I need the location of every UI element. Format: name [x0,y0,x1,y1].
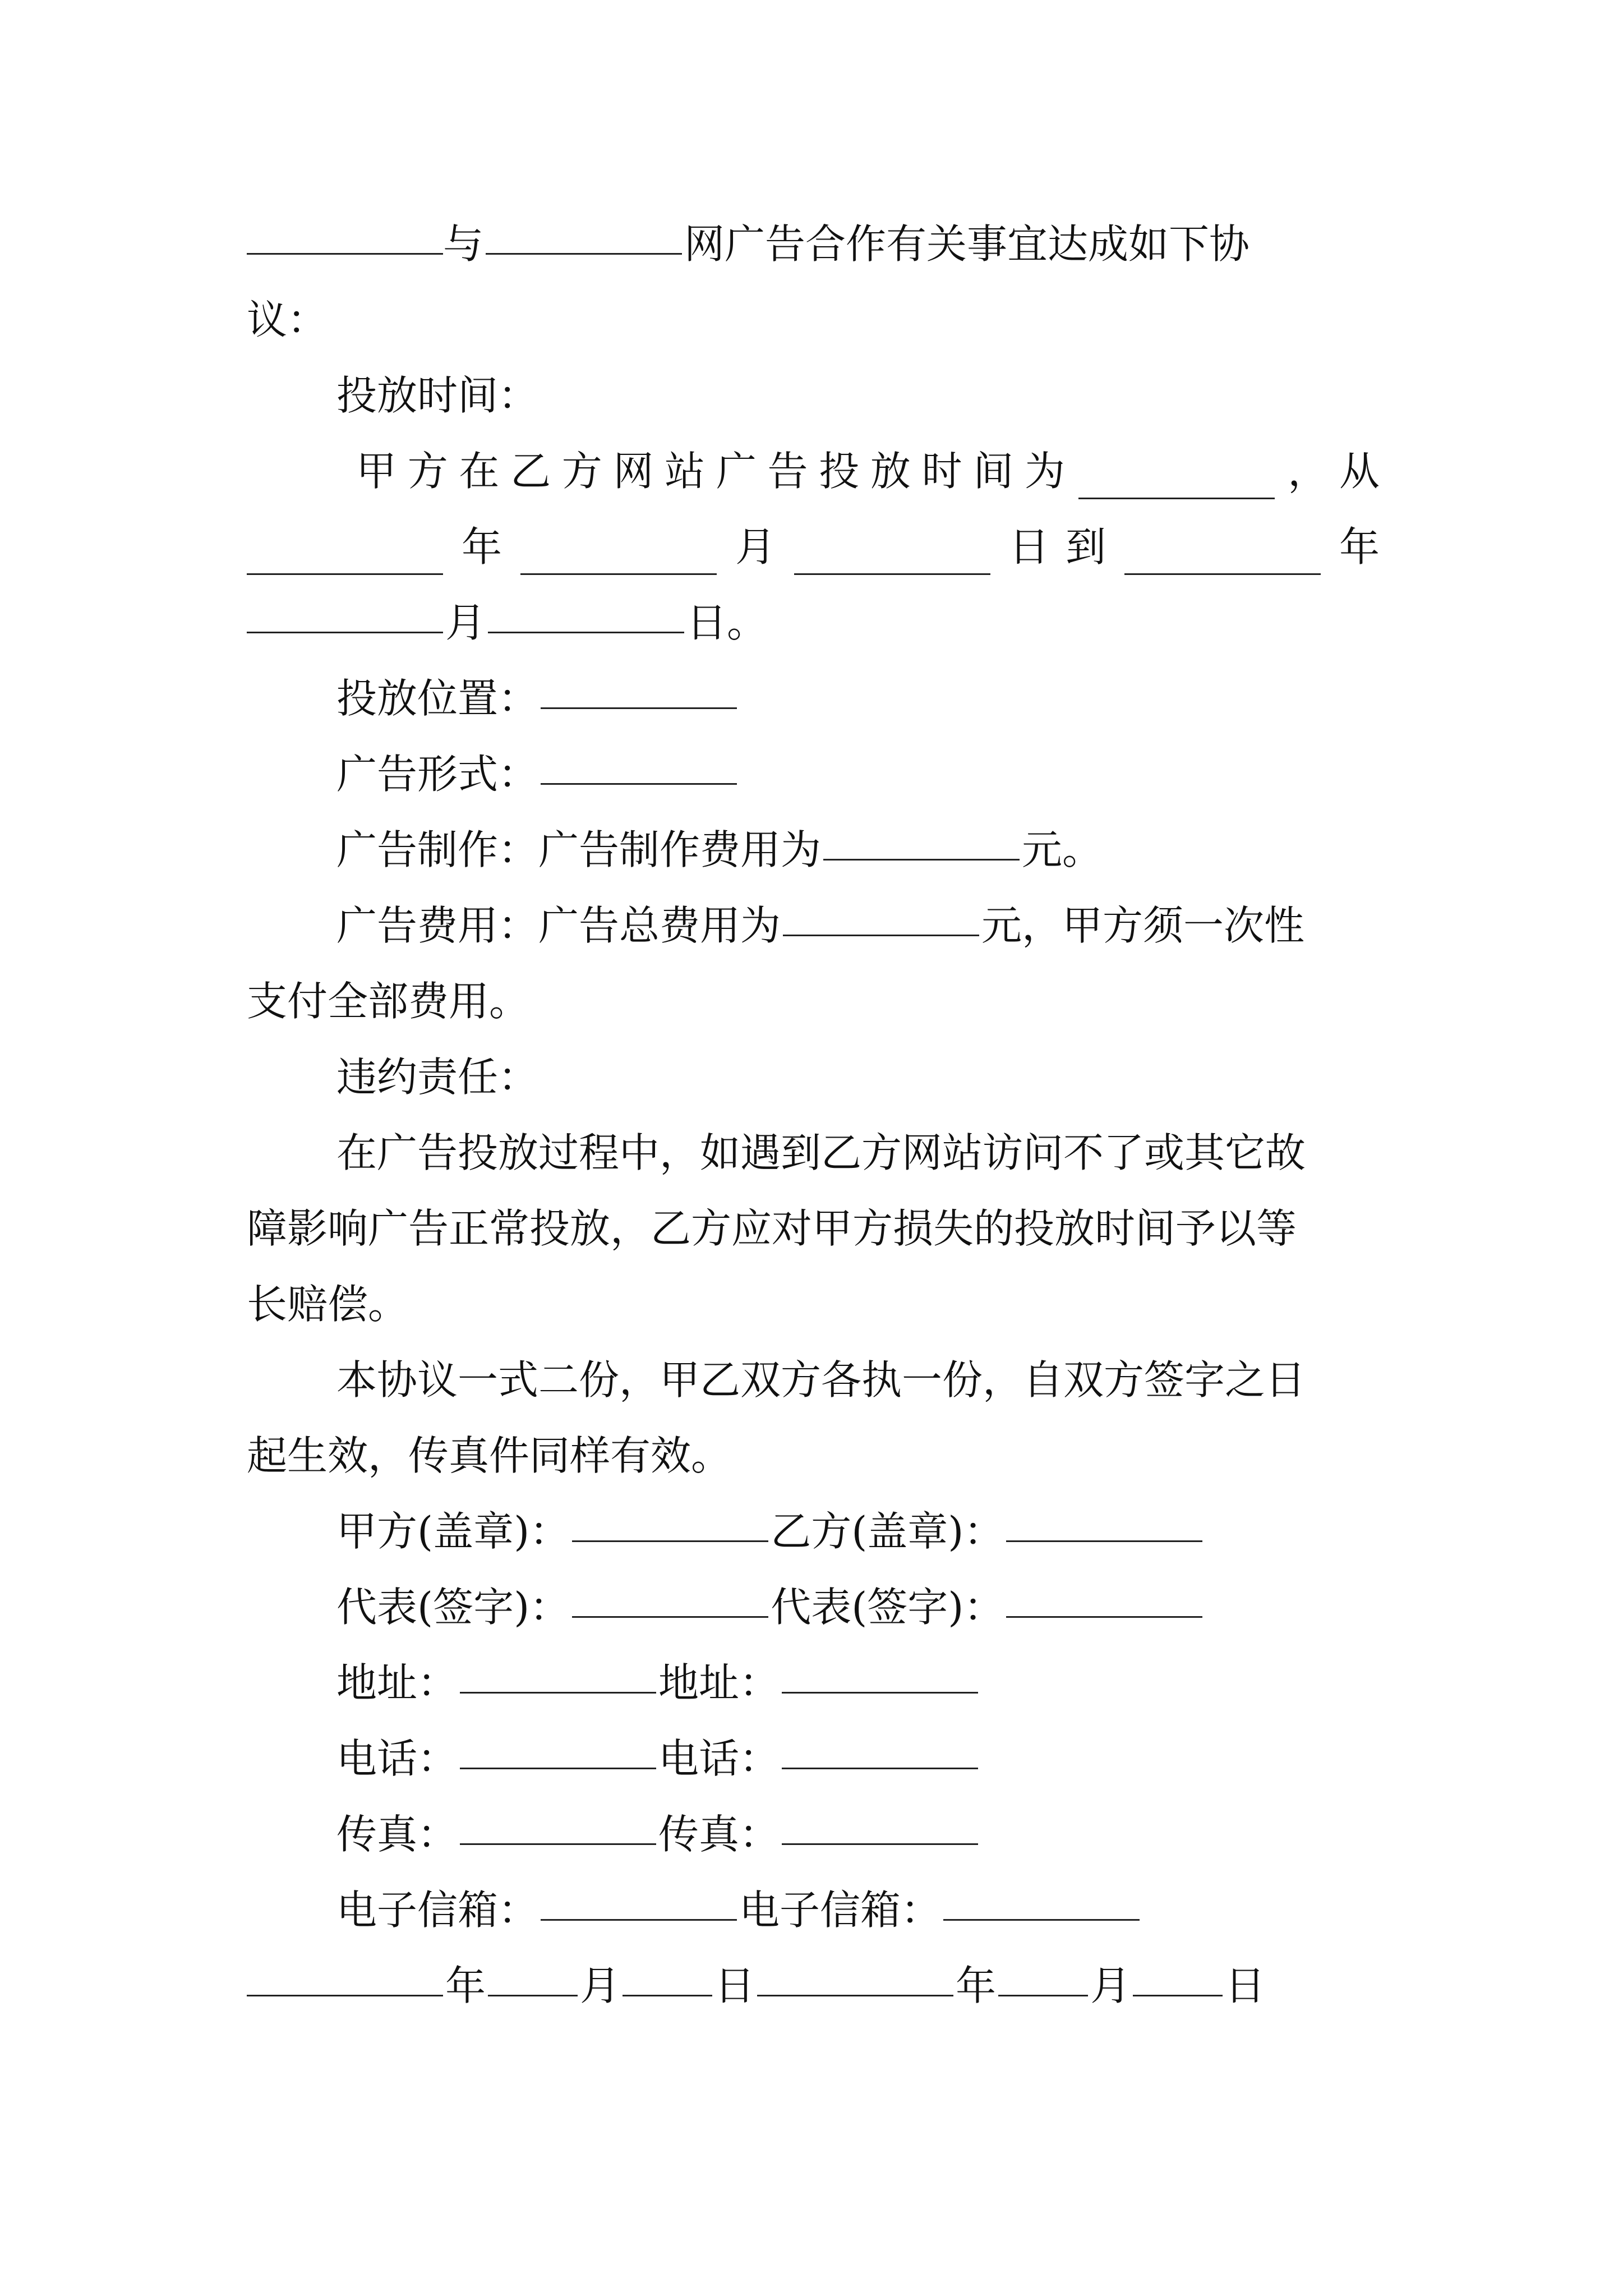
liability-paragraph-1: 在广告投放过程中，如遇到乙方网站访问不了或其它故 [336,1129,1306,1176]
text: 月 [580,1962,621,2009]
format-blank [541,782,737,785]
placement-position-line [247,670,1380,726]
liability-paragraph-2: 障影响广告正常投放，乙方应对甲方损失的投放时间予以等 [247,1205,1297,1252]
website-blank [486,252,682,255]
text: 年 [461,523,502,570]
text: 传真： [658,1811,780,1858]
section-heading-time: 投放时间： [336,372,539,419]
party-b-seal-blank [1006,1539,1202,1542]
ad-fee-line-cont: 支付全部费用。 [247,978,530,1025]
text: 网 [613,448,654,495]
text: 放 [870,448,911,495]
party-a-phone-blank [460,1766,656,1769]
representative-line [247,1579,1380,1635]
start-day-blank [794,572,990,575]
party-b-rep-blank [1006,1615,1202,1618]
text: 元，甲方须一次性 [981,902,1305,949]
text: 投放位置： [336,675,539,722]
end-year-blank [1124,572,1321,575]
text: 广告制作：广告制作费用为 [336,826,822,873]
text: 代表(签字)： [771,1584,1004,1631]
ad-production-line [247,822,1380,878]
party-b-month-blank [998,1994,1088,1996]
placement-time-line [247,443,1380,499]
text: 月 [735,523,776,570]
text: 到 [1065,523,1106,570]
party-b-address-blank [782,1691,978,1694]
start-month-blank [520,572,717,575]
section-heading-liability: 违约责任： [336,1053,539,1101]
party-b-year-blank [757,1994,953,1996]
party-a-day-blank [623,1994,712,1996]
text: 广告形式： [336,751,539,798]
party-a-email-blank [541,1918,737,1921]
text: 乙方(盖章)： [771,1508,1004,1555]
text: 年 [445,1962,486,2009]
seal-line [247,1503,1380,1559]
text: 地址： [336,1659,458,1706]
text: 网广告合作有关事宜达成如下协 [684,220,1250,268]
text: 站 [665,448,706,495]
party-b-email-blank [943,1918,1140,1921]
party-a-rep-blank [572,1615,768,1618]
text: 甲方(盖章)： [336,1508,570,1555]
end-month-blank [247,631,443,633]
text: 间 [973,448,1014,495]
email-line [247,1882,1380,1938]
text: 日 [714,1962,755,2009]
production-fee-blank [823,858,1020,861]
party-a-address-blank [460,1691,656,1694]
text: 电话： [658,1735,780,1782]
validity-paragraph-2: 起生效，传真件同样有效。 [247,1432,732,1479]
liability-paragraph-3: 长赔偿。 [247,1281,409,1328]
text: ， [1288,448,1329,495]
text: 年 [1339,523,1380,570]
text: 地址： [658,1659,780,1706]
total-fee-blank [783,933,979,936]
text: 在 [459,448,500,495]
text: 电子信箱： [336,1887,539,1934]
ad-format-line [247,746,1380,802]
date-range-line [247,519,1380,575]
text: 代表(签字)： [336,1584,570,1631]
intro-line [247,216,1380,272]
text: 方 [407,448,448,495]
party-b-phone-blank [782,1766,978,1769]
text: 方 [561,448,602,495]
text: 甲 [356,448,397,495]
text: 月 [445,599,486,646]
text: 为 [1024,448,1065,495]
text: 电子信箱： [739,1887,942,1934]
text: 月 [1090,1962,1131,2009]
signing-date-line [247,1958,1380,2014]
position-blank [541,706,737,709]
phone-line [247,1731,1380,1787]
text: 传真： [336,1811,458,1858]
text: 日 [1008,523,1049,570]
duration-blank [1078,496,1275,499]
address-line [247,1655,1380,1711]
validity-paragraph-1: 本协议一式二份，甲乙双方各执一份，自双方签字之日 [336,1356,1306,1404]
party-a-year-blank [247,1994,443,1996]
text: 广告费用：广告总费用为 [336,902,781,949]
ad-fee-line [247,898,1380,954]
party-b-fax-blank [782,1842,978,1845]
party-a-blank [247,252,443,255]
text: 投 [819,448,860,495]
text: 从 [1339,448,1380,495]
start-year-blank [247,572,443,575]
text: 电话： [336,1735,458,1782]
text: 与 [443,220,484,268]
party-a-month-blank [488,1994,578,1996]
text: 年 [956,1962,997,2009]
text: 日 [1225,1962,1266,2009]
text: 广 [716,448,757,495]
date-range-line-cont [247,595,1380,651]
text: 元。 [1022,826,1103,873]
intro-line-cont: 议： [247,296,328,343]
text: 日。 [686,599,768,646]
party-a-fax-blank [460,1842,656,1845]
fax-line [247,1806,1380,1862]
text: 告 [767,448,808,495]
party-a-seal-blank [572,1539,768,1542]
text: 时 [921,448,962,495]
text: 乙 [510,448,551,495]
party-b-day-blank [1133,1994,1223,1996]
end-day-blank [488,631,684,633]
